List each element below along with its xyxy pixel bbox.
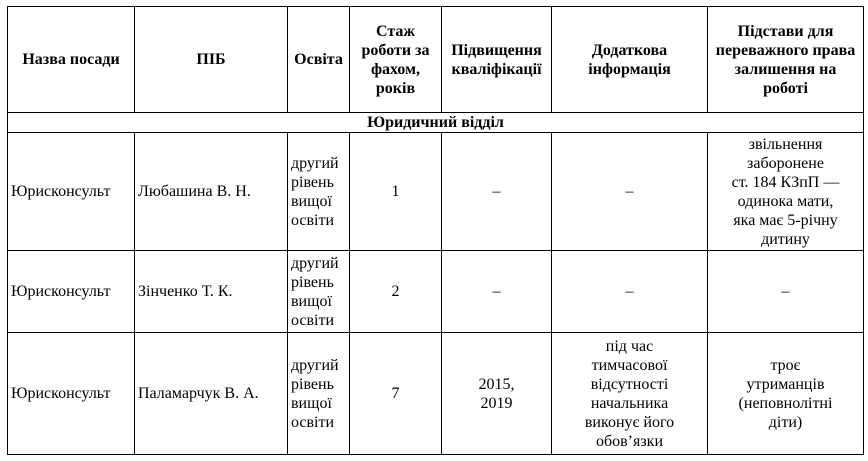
header-experience: Стаж роботи за фахом, років [350,7,442,113]
staff-table [7,6,864,455]
header-grounds: Підстави для переважного права залишення на роботі [708,7,864,113]
cell-position: Юрисконсульт [8,251,135,333]
header-education: Освіта [288,7,350,113]
table-row [8,333,864,455]
table-row [8,133,864,251]
cell-grounds: – [708,251,864,333]
cell-additional-info: під час тимчасової відсутності начальника виконує його обов’язки [552,333,708,455]
header-additional-info: Додаткова інформація [552,7,708,113]
cell-name: Любашина В. Н. [135,133,288,251]
section-title: Юридичний відділ [8,113,864,133]
header-row [8,7,864,113]
cell-qualification: 2015, 2019 [442,333,552,455]
cell-experience: 1 [350,133,442,251]
cell-additional-info: – [552,251,708,333]
header-position: Назва посади [8,7,135,113]
cell-education: другий рівень вищої освіти [288,133,350,251]
cell-qualification: – [442,251,552,333]
cell-experience: 7 [350,333,442,455]
cell-education: другий рівень вищої освіти [288,251,350,333]
cell-name: Паламарчук В. А. [135,333,288,455]
header-name: ПІБ [135,7,288,113]
cell-experience: 2 [350,251,442,333]
table-row [8,251,864,333]
cell-position: Юрисконсульт [8,133,135,251]
cell-additional-info: – [552,133,708,251]
cell-name: Зінченко Т. К. [135,251,288,333]
cell-grounds: троє утриманців (неповнолітні діти) [708,333,864,455]
section-row [8,113,864,133]
cell-grounds: звільнення заборонене ст. 184 КЗпП — одинока мати, яка має 5-річну дитину [708,133,864,251]
cell-qualification: – [442,133,552,251]
cell-position: Юрисконсульт [8,333,135,455]
header-qualification: Підвищення кваліфікації [442,7,552,113]
cell-education: другий рівень вищої освіти [288,333,350,455]
